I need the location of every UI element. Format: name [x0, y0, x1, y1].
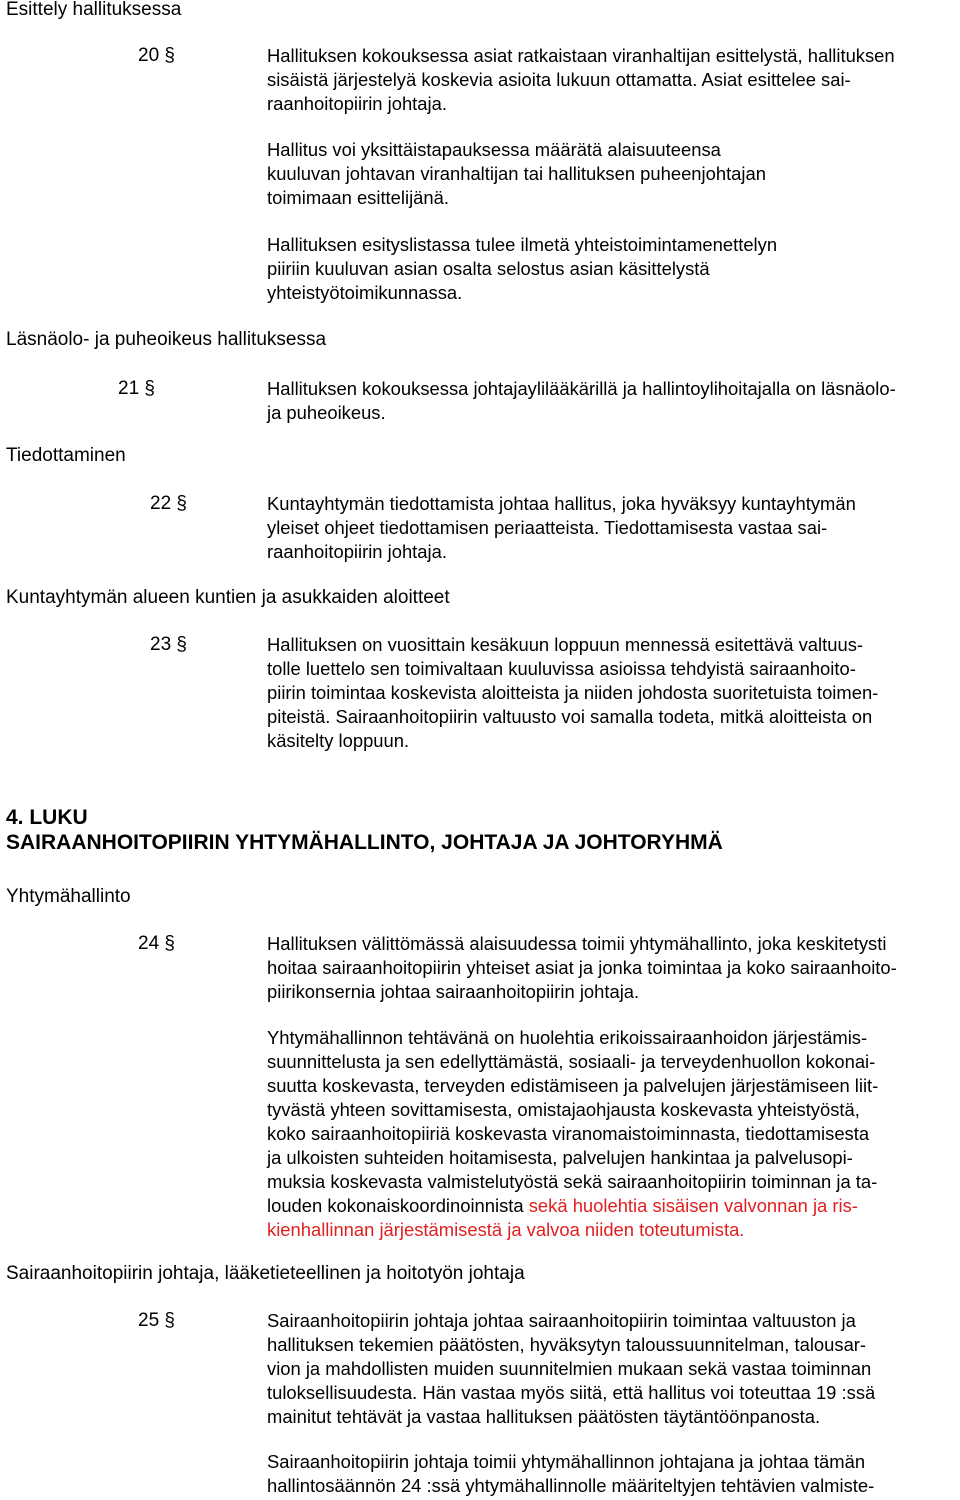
section-number: 21 [118, 378, 140, 399]
text-line [267, 1194, 957, 1218]
heading-esittely-hallituksessa: Esittely hallituksessa [6, 0, 182, 20]
section-22-paragraph-1 [267, 492, 957, 564]
text-line: Hallituksen kokouksessa johtajaylilääkärillä ja hallintoylihoitajalla on läsnäolo- [267, 378, 896, 399]
section-number-25 [138, 1309, 175, 1333]
section-23-paragraph-1 [267, 633, 957, 753]
text-line: sisäistä järjestelyä koskevia asioita lukuun ottamatta. Asiat esittelee sai- [267, 69, 851, 90]
text-line: hoitaa sairaanhoitopiirin yhteiset asiat ja jonka toimintaa ja koko sairaanhoito- [267, 957, 897, 978]
text-line: Hallituksen kokouksessa asiat ratkaistaan viranhaltijan esittelystä, hallituksen [267, 45, 895, 66]
text-line: toimimaan esittelijänä. [267, 187, 449, 208]
text-line: yhteistyötoimikunnassa. [267, 282, 463, 303]
text-line: kuuluvan johtavan viranhaltijan tai hallituksen puheenjohtajan [267, 163, 766, 184]
text-line: Yhtymähallinnon tehtävänä on huolehtia erikoissairaanhoidon järjestämis- [267, 1027, 868, 1048]
section-21-paragraph-1 [267, 377, 957, 425]
heading-lasnaolo-ja-puheoikeus: Läsnäolo- ja puheoikeus hallituksessa [6, 329, 327, 350]
section-symbol: § [164, 1310, 175, 1331]
section-symbol: § [164, 933, 175, 954]
chapter-title: SAIRAANHOITOPIIRIN YHTYMÄHALLINTO, JOHTAJA JA JOHTORYHMÄ [6, 831, 723, 854]
chapter-number: 4. LUKU [6, 806, 88, 829]
section-number: 20 [138, 45, 160, 66]
section-24-paragraph-1 [267, 932, 957, 1004]
section-number: 25 [138, 1310, 160, 1331]
text-line: koko sairaanhoitopiiriä koskevasta viranomaistoiminnasta, tiedottamisesta [267, 1123, 870, 1144]
text-line: yleiset ohjeet tiedottamisen periaatteista. Tiedottamisesta vastaa sai- [267, 517, 828, 538]
text-line: Sairaanhoitopiirin johtaja toimii yhtymähallinnon johtajana ja johtaa tämän [267, 1451, 866, 1472]
text-line: Hallituksen välittömässä alaisuudessa toimii yhtymähallinto, joka keskitetysti [267, 933, 887, 954]
section-number: 24 [138, 933, 160, 954]
heading-yhtymahallinto: Yhtymähallinto [6, 886, 131, 907]
section-number: 22 [150, 493, 172, 514]
text-line: hallituksen tekemien päätösten, hyväksytyn taloussuunnitelman, talousar- [267, 1334, 867, 1355]
section-number: 23 [150, 634, 172, 655]
text-line: tolle luettelo sen toimivaltaan kuuluvissa asioissa tehdyistä sairaanhoito- [267, 658, 856, 679]
section-symbol: § [144, 378, 155, 399]
heading-tiedottaminen: Tiedottaminen [6, 445, 126, 466]
section-number-22 [150, 492, 187, 516]
section-25-paragraph-1 [267, 1309, 957, 1429]
section-symbol: § [176, 634, 187, 655]
section-symbol: § [176, 493, 187, 514]
text-line: ja puheoikeus. [267, 402, 386, 423]
text-line: piteistä. Sairaanhoitopiirin valtuusto voi samalla todeta, mitkä aloitteista on [267, 706, 873, 727]
section-20-paragraph-1 [267, 44, 957, 116]
highlighted-text: sekä huolehtia sisäisen valvonnan ja ris- [528, 1195, 858, 1216]
text-line: Hallituksen on vuosittain kesäkuun loppuun mennessä esitettävä valtuus- [267, 634, 864, 655]
section-number-21 [118, 377, 155, 401]
text-line: muksia koskevasta valmistelutyöstä sekä sairaanhoitopiirin toiminnan ja ta- [267, 1171, 878, 1192]
text-line: suunnittelusta ja sen edellyttämästä, sosiaali- ja terveydenhuollon kokonai- [267, 1051, 876, 1072]
section-number-23 [150, 633, 187, 657]
text-line: piirikonsernia johtaa sairaanhoitopiirin johtaja. [267, 981, 640, 1002]
text-line: mainitut tehtävät ja vastaa hallituksen päätösten täytäntöönpanosta. [267, 1406, 821, 1427]
text-line: Hallitus voi yksittäistapauksessa määrätä alaisuuteensa [267, 139, 721, 160]
text-segment: louden kokonaiskoordinoinnista [267, 1195, 529, 1216]
text-line: vion ja mahdollisten muiden suunnitelmien mukaan sekä vastaa toiminnan [267, 1358, 872, 1379]
text-line: raanhoitopiirin johtaja. [267, 541, 447, 562]
section-24-paragraph-2 [267, 1026, 957, 1242]
section-number-24 [138, 932, 175, 956]
text-line: piiriin kuuluvan asian osalta selostus asian käsittelystä [267, 258, 710, 279]
section-20-paragraph-3 [267, 233, 957, 305]
section-25-paragraph-2 [267, 1450, 957, 1498]
section-symbol: § [164, 45, 175, 66]
highlighted-text: kienhallinnan järjestämisestä ja valvoa niiden toteutumista. [267, 1219, 745, 1240]
text-line: käsitelty loppuun. [267, 730, 410, 751]
text-line: raanhoitopiirin johtaja. [267, 93, 447, 114]
text-line: piirin toimintaa koskevista aloitteista ja niiden johdosta suoritetuista toimen- [267, 682, 879, 703]
text-line: Kuntayhtymän tiedottamista johtaa hallitus, joka hyväksyy kuntayhtymän [267, 493, 856, 514]
text-line: Hallituksen esityslistassa tulee ilmetä yhteistoimintamenettelyn [267, 234, 778, 255]
section-20-paragraph-2 [267, 138, 957, 210]
text-line: suutta koskevasta, terveyden edistämiseen ja palvelujen järjestämiseen liit- [267, 1075, 879, 1096]
text-line: ja ulkoisten suhteiden hoitamisesta, palvelujen hankintaa ja palvelusopi- [267, 1147, 853, 1168]
text-line: tuloksellisuudesta. Hän vastaa myös siitä, että hallitus voi toteuttaa 19 :ssä [267, 1382, 876, 1403]
text-line: tyvästä yhteen sovittamisesta, omistajaohjausta koskevasta yhteistyöstä, [267, 1099, 860, 1120]
heading-sairaanhoitopiirin-johtaja: Sairaanhoitopiirin johtaja, lääketieteellinen ja hoitotyön johtaja [6, 1263, 525, 1284]
section-number-20 [138, 44, 175, 68]
heading-aloitteet: Kuntayhtymän alueen kuntien ja asukkaiden aloitteet [6, 587, 450, 608]
text-line: hallintosäännön 24 :ssä yhtymähallinnolle määriteltyjen tehtävien valmiste- [267, 1475, 875, 1496]
text-line: Sairaanhoitopiirin johtaja johtaa sairaanhoitopiirin toimintaa valtuuston ja [267, 1310, 856, 1331]
